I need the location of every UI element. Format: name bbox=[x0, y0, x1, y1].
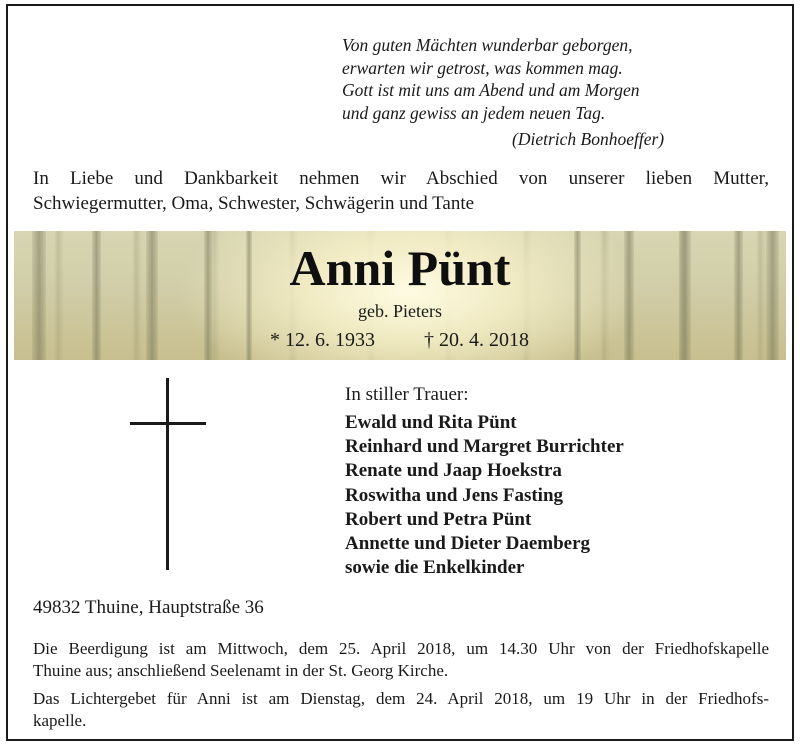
cross-icon bbox=[130, 378, 206, 570]
intro-line: In Liebe und Dankbarkeit nehmen wir Abschied von unserer lieben Mutter, bbox=[33, 168, 769, 189]
cross-horizontal-bar bbox=[130, 422, 206, 425]
prayer-info bbox=[33, 688, 769, 732]
intro-text bbox=[33, 166, 769, 216]
prayer-line: kapelle. bbox=[33, 711, 87, 730]
cross-vertical-bar bbox=[166, 378, 169, 570]
poem bbox=[342, 34, 640, 124]
funeral-line: Thuine aus; anschließend Seelenamt in der St. Georg Kirche. bbox=[33, 661, 449, 680]
poem-line: und ganz gewiss an jedem neuen Tag. bbox=[342, 102, 606, 123]
mourner-name: Robert und Petra Pünt bbox=[345, 508, 532, 530]
intro-line: Schwiegermutter, Oma, Schwester, Schwägerin und Tante bbox=[33, 193, 475, 214]
mourner-name: Renate und Jaap Hoekstra bbox=[345, 460, 562, 482]
poem-line: erwarten wir getrost, was kommen mag. bbox=[342, 57, 623, 78]
funeral-info bbox=[33, 638, 769, 682]
deceased-name: Anni Pünt bbox=[289, 240, 511, 296]
birth-date: * 12. 6. 1933 bbox=[270, 329, 375, 351]
obituary-card bbox=[6, 4, 794, 741]
mourning-label: In stiller Trauer: bbox=[345, 384, 469, 405]
maiden-name: geb. Pieters bbox=[358, 301, 442, 321]
mourner-name: Reinhard und Margret Burrichter bbox=[345, 436, 624, 458]
mourners-list bbox=[345, 411, 624, 580]
mourner-name: Roswitha und Jens Fasting bbox=[345, 484, 564, 506]
funeral-line: Die Beerdigung ist am Mittwoch, dem 25. April 2018, um 14.30 Uhr von der Friedhofskapelle bbox=[33, 639, 769, 658]
death-date: † 20. 4. 2018 bbox=[424, 329, 529, 351]
address: 49832 Thuine, Hauptstraße 36 bbox=[33, 597, 264, 618]
mourner-name: Annette und Dieter Daemberg bbox=[345, 533, 591, 555]
poem-author: (Dietrich Bonhoeffer) bbox=[512, 129, 665, 149]
mourner-name: Ewald und Rita Pünt bbox=[345, 412, 517, 433]
poem-line: Von guten Mächten wunderbar geborgen, bbox=[342, 35, 633, 55]
forest-banner bbox=[14, 231, 786, 360]
mourner-name: sowie die Enkelkinder bbox=[345, 557, 525, 579]
prayer-line: Das Lichtergebet für Anni ist am Dienstag, dem 24. April 2018, um 19 Uhr in der Friedhofs- bbox=[33, 689, 769, 708]
poem-line: Gott ist mit uns am Abend und am Morgen bbox=[342, 80, 640, 100]
